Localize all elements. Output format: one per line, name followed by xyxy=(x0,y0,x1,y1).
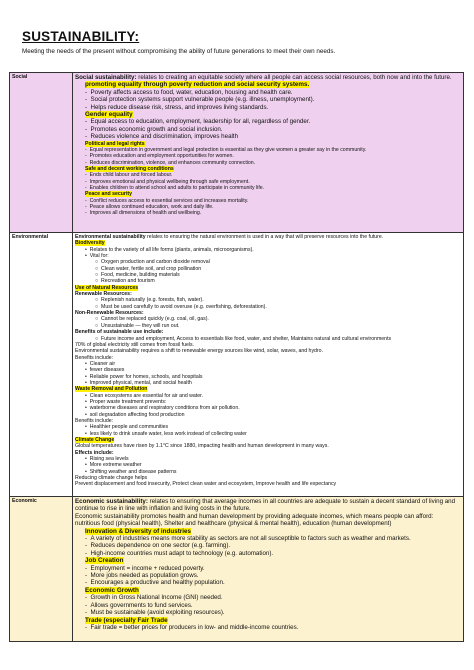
economic-content xyxy=(73,497,464,642)
list-item: - A variety of industries means more stability as sectors are not all susceptible to factors such as weather and markets. xyxy=(85,535,411,543)
list-item: - Equal representation in government and legal protection is essential as they give women a greater say in the community. xyxy=(85,147,367,153)
env-effects: Effects include: xyxy=(75,449,114,456)
list-item: • Improved physical, mental, and social health xyxy=(85,379,192,386)
list-item: - Peace allows continued education, work and daily life. xyxy=(85,204,214,211)
social-heading-3: Political and legal rights xyxy=(85,140,145,147)
env-heading-waste: Waste Removal and Pollution xyxy=(75,386,148,393)
social-intro xyxy=(75,74,461,81)
social-heading-4: Safe and decent working conditions xyxy=(85,166,174,173)
list-item: • Vital for: xyxy=(85,253,109,260)
list-item: ○ Must be used carefully to avoid overuse (e.g. overfishing, deforestation). xyxy=(95,303,267,310)
eco-intro xyxy=(75,498,461,513)
env-heading-biodiversity: Biodiversity xyxy=(75,240,105,247)
env-benefits-title: Benefits of sustainable use include: xyxy=(75,329,164,336)
social-heading-5: Peace and security xyxy=(85,191,133,198)
list-item: • More extreme weather xyxy=(85,462,142,469)
list-item: ○ Unsustainable — they will run out. xyxy=(95,322,180,329)
page-title: SUSTAINABILITY: xyxy=(22,29,140,44)
list-item: - Ends child labour and forced labour. xyxy=(85,172,173,179)
list-item: - Employment = income + reduced poverty. xyxy=(85,564,205,572)
social-heading-2: Gender equality xyxy=(85,111,133,119)
social-content xyxy=(73,73,464,233)
env-subheading-nonrenewable: Non-Renewable Resources: xyxy=(75,310,144,317)
list-item: - Fair trade = better prices for producers in low- and middle-income countries. xyxy=(85,623,299,631)
list-item: • waterborne diseases and respiratory conditions from air pollution. xyxy=(85,405,240,412)
env-heading-natural-resources: Use of Natural Resources xyxy=(75,284,139,291)
list-item: ○ Food, medicine, building materials xyxy=(95,272,180,279)
list-item: • Clean ecosystems are essential for air and water. xyxy=(85,392,204,399)
eco-heading-3: Economic Growth xyxy=(85,586,139,594)
env-fossil: 70% of global electricity still comes from fossil fuels. xyxy=(75,341,195,348)
env-shift: Environmental sustainability requires a shift to renewable energy sources like wind, solar, waves, and hydro. xyxy=(75,348,323,355)
social-label: Social xyxy=(10,73,73,233)
social-intro-text: relates to creating an equitable society where all people can access social resources, both now and into the future. xyxy=(136,74,452,81)
eco-heading-2: Job Creation xyxy=(85,557,124,565)
eco-heading-1: Innovation & Diversity of industries xyxy=(85,527,192,535)
list-item: - Reduces discrimination, violence, and enhances community connection. xyxy=(85,159,256,166)
list-item: - Reduces violence and discrimination, improves health xyxy=(85,133,239,141)
list-item: • Relates to the variety of all life forms (plants, animals, microorganisms). xyxy=(85,246,254,253)
environmental-label: Environmental xyxy=(10,233,73,497)
list-item: ○ Cannot be replaced quickly (e.g. coal, oil, gas). xyxy=(95,316,209,323)
list-item: - Allows governments to fund services. xyxy=(85,601,193,609)
list-item: • Cleaner air xyxy=(85,360,116,367)
list-item: • Rising sea levels xyxy=(85,456,129,463)
eco-heading-4: Trade (especially Fair Trade xyxy=(85,616,168,624)
eco-intro-3: nutritious food (physical health), Shelter and healthcare (physical & mental health), education (human development) xyxy=(75,520,392,528)
list-item: - High-income countries must adapt to technology (e.g. automation). xyxy=(85,549,274,557)
list-item: ○ Recreation and tourism xyxy=(95,278,155,285)
list-item: • Reliable power for homes, schools, and hospitals xyxy=(85,373,203,380)
list-item: - Helps reduce disease risk, stress, and improves living standards. xyxy=(85,103,269,111)
list-item: • Healthier people and communities xyxy=(85,424,169,431)
eco-intro-2: Economic sustainability promotes health and human development by providing adequate incomes, which means people can afford: xyxy=(75,512,434,520)
list-item: - Conflict reduces access to essential services and increases mortality. xyxy=(85,197,249,204)
social-heading-1: promoting equality through poverty reduction and social security systems. xyxy=(85,81,310,89)
env-heading-climate: Climate Change xyxy=(75,437,115,443)
list-item: - Social protection systems support vulnerable people (e.g. illness, unemployment). xyxy=(85,96,315,104)
list-item: • Shifting weather and disease patterns xyxy=(85,468,177,475)
list-item: ○ Clean water, fertile soil, and crop pollination xyxy=(95,265,202,272)
env-climate-3: Prevent displacement and food insecurity, Protect clean water and ecosystem, Improve health and life expectancy xyxy=(75,481,337,488)
list-item: ○ Oxygen production and carbon dioxide removal xyxy=(95,259,210,266)
env-benefits-include: Benefits include: xyxy=(75,354,114,361)
list-item: • soil degradation affecting food production xyxy=(85,411,185,418)
sustainability-table xyxy=(9,72,464,642)
env-intro-bold: Environmental sustainability xyxy=(75,234,146,240)
list-item: • less likely to drink unsafe water, less work instead of collecting water xyxy=(85,430,247,437)
list-item: ○ Future income and employment, Access to essentials like food, water, and shelter, Maintains natural and cultural environments xyxy=(95,335,392,342)
economic-row xyxy=(10,497,464,642)
list-item: - Reduces dependence on one sector (e.g. farming). xyxy=(85,542,231,550)
env-climate-1: Global temperatures have risen by 1.1°C since 1880, impacting health and human development in many ways. xyxy=(75,443,329,450)
list-item: • Proper waste treatment prevents: xyxy=(85,398,167,405)
env-intro-text: relates to ensuring the natural environment is used in a way that will preserve resources into the future. xyxy=(145,234,384,240)
page-subtitle: Meeting the needs of the present without compromising the ability of future generations to meet their own needs. xyxy=(22,48,336,55)
list-item: ○ Replenish naturally (e.g. forests, fish, water). xyxy=(95,297,204,304)
list-item: - Promotes economic growth and social inclusion. xyxy=(85,125,223,133)
list-item: - More jobs needed as population grows. xyxy=(85,572,199,580)
env-climate-2: Reducing climate change helps xyxy=(75,475,148,482)
environmental-content xyxy=(73,233,464,497)
env-waste-benefits: Benefits include: xyxy=(75,417,114,424)
list-item: - Enables children to attend school and adults to participate in community life. xyxy=(85,185,265,192)
list-item: - Must be sustainable (avoid exploiting resources). xyxy=(85,609,225,617)
eco-intro-text: relates to ensuring that average incomes in all countries are adequate to sustain a decent standard of living and continue to rise in line with inflation and living costs in the future. xyxy=(75,498,456,513)
social-row xyxy=(10,73,464,233)
list-item: - Improves all dimensions of health and wellbeing. xyxy=(85,210,202,217)
eco-intro-bold: Economic sustainability: xyxy=(75,498,148,505)
list-item: - Equal access to education, employment, leadership for all, regardless of gender. xyxy=(85,118,311,126)
list-item: - Poverty affects access to food, water, education, housing and health care. xyxy=(85,88,293,96)
list-item: - Promotes education and employment opportunities for women. xyxy=(85,153,234,160)
list-item: - Improves emotional and physical wellbeing through safe employment. xyxy=(85,178,250,185)
list-item: - Growth in Gross National Income (GNI) needed. xyxy=(85,594,223,602)
economic-label: Economic xyxy=(10,497,73,642)
social-intro-bold: Social sustainability: xyxy=(75,74,137,81)
list-item: • fewer diseases xyxy=(85,367,125,374)
list-item: - Encourages a productive and healthy population. xyxy=(85,579,225,587)
env-subheading-renewable: Renewable Resources: xyxy=(75,291,132,298)
environmental-row xyxy=(10,233,464,497)
